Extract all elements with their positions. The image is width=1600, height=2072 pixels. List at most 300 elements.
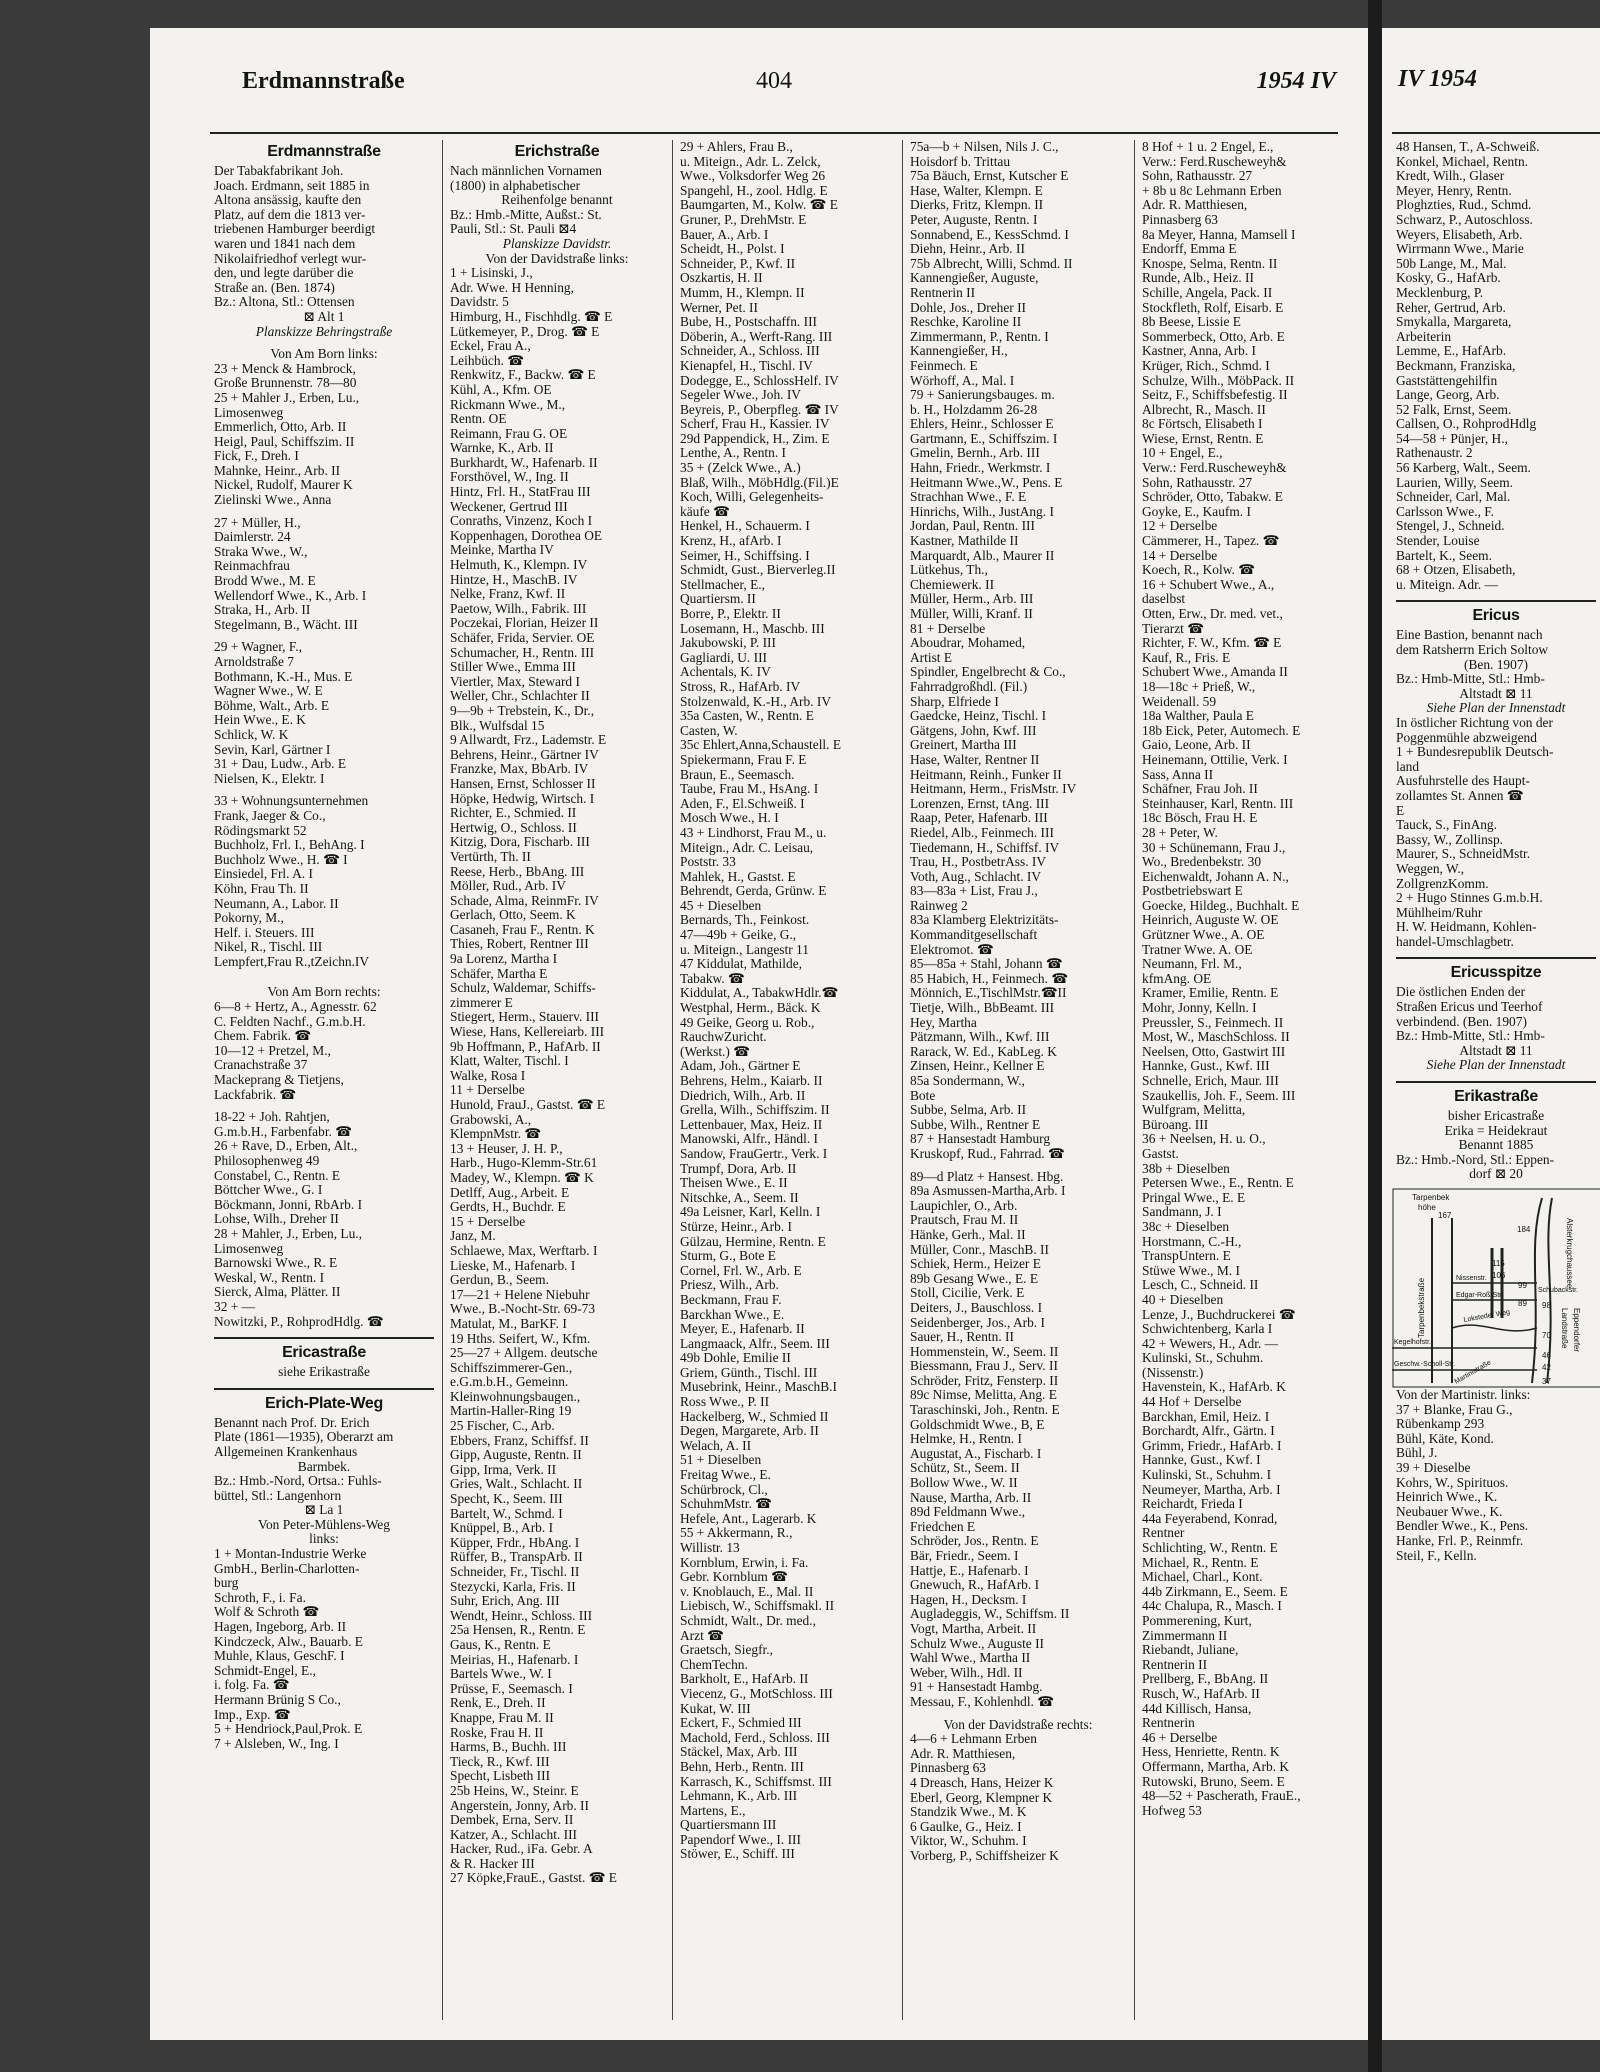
directory-entry: Mühlheim/Ruhr bbox=[1396, 905, 1483, 920]
map-house-number: 98 bbox=[1542, 1301, 1551, 1310]
directory-entry: Barckhan Wwe., E. bbox=[680, 1307, 785, 1322]
directory-entry: Müller, Herm., Arb. III bbox=[910, 592, 1034, 607]
directory-entry: Schneider, Carl, Mal. bbox=[1396, 490, 1511, 505]
directory-entry: Allgemeinen Krankenhaus bbox=[214, 1444, 358, 1459]
directory-entry: Weskal, W., Rentn. I bbox=[214, 1270, 325, 1285]
directory-entry: Limosenweg bbox=[214, 405, 284, 420]
directory-entry: Bühl, J. bbox=[1396, 1446, 1438, 1461]
directory-entry: Lohse, Wilh., Dreher II bbox=[214, 1212, 339, 1227]
directory-entry: Stockfleth, Rolf, Eisarb. E bbox=[1142, 300, 1284, 315]
directory-entry: 8c Förtsch, Elisabeth I bbox=[1142, 417, 1263, 432]
directory-entry: Hertwig, O., Schloss. II bbox=[450, 820, 577, 835]
spacer bbox=[214, 1102, 434, 1110]
directory-entry: Hagen, H., Decksm. I bbox=[910, 1592, 1027, 1607]
directory-entry: Szaukellis, Joh. F., Seem. III bbox=[1142, 1088, 1296, 1103]
directory-entry: Altona ansässig, kaufte den bbox=[214, 193, 362, 208]
directory-entry: Papendorf Wwe., I. III bbox=[680, 1832, 801, 1847]
directory-entry: Weyers, Elisabeth, Arb. bbox=[1396, 227, 1523, 242]
directory-entry: Bz.: Altona, Stl.: Ottensen bbox=[214, 295, 355, 310]
directory-entry: RauchwZuricht. bbox=[680, 1030, 767, 1045]
directory-entry: Kramer, Emilie, Rentn. E bbox=[1142, 986, 1279, 1001]
directory-entry: Eine Bastion, benannt nach bbox=[1396, 628, 1543, 643]
directory-entry: Pauli, Stl.: St. Pauli ⊠4 bbox=[450, 222, 577, 237]
directory-entry: Stiegert, Herm., Stauerv. III bbox=[450, 1010, 599, 1025]
directory-entry: Achentals, K. IV bbox=[680, 665, 771, 680]
directory-entry: Gries, Walt., Schlacht. II bbox=[450, 1477, 583, 1492]
directory-entry: Bendler Wwe., K., Pens. bbox=[1396, 1519, 1529, 1534]
directory-entry: Werner, Pet. II bbox=[680, 300, 758, 315]
directory-entry: Neumann, A., Labor. II bbox=[214, 896, 339, 911]
directory-entry: Reichardt, Frieda I bbox=[1142, 1497, 1243, 1512]
directory-entry: Ehlers, Heinr., Schlosser E bbox=[910, 417, 1054, 432]
column-4 bbox=[904, 140, 1132, 2010]
directory-entry: Heitmann Wwe.,W., Pens. E bbox=[910, 475, 1063, 490]
directory-entry: Gartmann, E., Schiffszim. I bbox=[910, 431, 1058, 446]
directory-entry: Kitzig, Dora, Fischarb. III bbox=[450, 835, 590, 850]
directory-entry: Schumacher, H., Rentn. III bbox=[450, 645, 595, 660]
directory-entry: Lütkemeyer, P., Drog. ☎ E bbox=[450, 324, 600, 339]
directory-entry: Gerdun, B., Seem. bbox=[450, 1273, 549, 1288]
centered-note: links: bbox=[309, 1531, 339, 1547]
directory-entry: Musebrink, Heinr., MaschB.I bbox=[680, 1380, 837, 1395]
directory-entry: Schröder, Fritz, Fensterp. II bbox=[910, 1373, 1059, 1388]
directory-entry: Lempfert,Frau R.,tZeichn.IV bbox=[214, 954, 370, 969]
directory-entry: burg bbox=[214, 1576, 239, 1591]
directory-entry: Subbe, Selma, Arb. II bbox=[910, 1103, 1027, 1118]
directory-entry: Böhme, Walt., Arb. E bbox=[214, 698, 330, 713]
directory-entry: Heinrich, Auguste W. OE bbox=[1142, 913, 1279, 928]
directory-entry: Janz, M. bbox=[450, 1229, 496, 1244]
directory-entry: Reher, Gertrud, Arb. bbox=[1396, 300, 1506, 315]
directory-entry: Casaneh, Frau F., Rentn. K bbox=[450, 922, 595, 937]
directory-entry: 14 + Derselbe bbox=[1142, 548, 1218, 563]
directory-entry: Vorberg, P., Schiffsheizer K bbox=[910, 1848, 1059, 1863]
directory-entry: waren und 1841 nach dem bbox=[214, 236, 356, 251]
directory-entry: Riebandt, Juliane, bbox=[1142, 1643, 1239, 1658]
directory-entry: Wahl Wwe., Martha II bbox=[910, 1651, 1031, 1666]
directory-entry: Spangehl, H., zool. Hdlg. E bbox=[680, 183, 828, 198]
directory-entry: 46 + Derselbe bbox=[1142, 1730, 1218, 1745]
directory-entry: Martens, E., bbox=[680, 1803, 746, 1818]
directory-entry: Davidstr. 5 bbox=[450, 295, 509, 310]
directory-entry: Barkholt, E., HafArb. II bbox=[680, 1672, 809, 1687]
directory-entry: Zielinski Wwe., Anna bbox=[214, 493, 332, 508]
directory-entry: Endorff, Emma E bbox=[1142, 242, 1237, 257]
directory-entry: 54—58 + Pünjer, H., bbox=[1396, 431, 1508, 446]
directory-entry: 81 + Derselbe bbox=[910, 621, 986, 636]
directory-entry: Bühl, Käte, Kond. bbox=[1396, 1431, 1494, 1446]
directory-entry: Stellmacher, E., bbox=[680, 577, 765, 592]
directory-entry: Gerlach, Otto, Seem. K bbox=[450, 908, 576, 923]
directory-entry: Lehmann, K., Arb. III bbox=[680, 1789, 798, 1804]
directory-entry: Kindczeck, Alw., Bauarb. E bbox=[214, 1634, 363, 1649]
centered-note: Von Am Born links: bbox=[270, 346, 378, 362]
running-head-street: Erdmannstraße bbox=[242, 68, 405, 94]
directory-entry: Verw.: Ferd.Ruscheweyh& bbox=[1142, 461, 1287, 476]
directory-entry: Sharp, Elfriede I bbox=[910, 694, 999, 709]
directory-entry: Kühl, A., Kfm. OE bbox=[450, 382, 552, 397]
directory-entry: Krüger, Rich., Schmd. I bbox=[1142, 358, 1270, 373]
centered-note: Altstadt ⊠ 11 bbox=[1459, 1042, 1533, 1058]
directory-entry: Gätgens, John, Kwf. III bbox=[910, 723, 1037, 738]
directory-entry: Meyer, E., Hafenarb. II bbox=[680, 1322, 805, 1337]
directory-entry: v. Knoblauch, E., Mal. II bbox=[680, 1584, 814, 1599]
directory-entry: 43 + Lindhorst, Frau M., u. bbox=[680, 825, 827, 840]
directory-entry: Wagner Wwe., W. E bbox=[214, 684, 323, 699]
directory-entry: 27 + Müller, H., bbox=[214, 515, 301, 530]
directory-entry: Gruner, P., DrehMstr. E bbox=[680, 212, 807, 227]
directory-entry: 1 + Bundesrepublik Deutsch- bbox=[1396, 745, 1554, 760]
directory-entry: Schade, Alma, ReinmFr. IV bbox=[450, 893, 599, 908]
directory-entry: C. Feldten Nachf., G.m.b.H. bbox=[214, 1014, 366, 1029]
directory-entry: Rüffer, B., TranspArb. II bbox=[450, 1550, 583, 1565]
directory-entry: Suhr, Erich, Ang. III bbox=[450, 1594, 560, 1609]
directory-entry: Köhn, Frau Th. II bbox=[214, 881, 309, 896]
directory-entry: 38c + Dieselben bbox=[1142, 1219, 1230, 1234]
directory-entry: Koch, Willi, Gelegenheits- bbox=[680, 490, 824, 505]
directory-entry: Schröder, Otto, Tabakw. E bbox=[1142, 490, 1283, 505]
directory-entry: Schwichtenberg, Karla I bbox=[1142, 1322, 1273, 1337]
directory-entry: e.G.m.b.H., Gemeinn. bbox=[450, 1375, 569, 1390]
column-6 bbox=[1390, 140, 1600, 2010]
centered-note: bisher Ericastraße bbox=[1447, 1108, 1545, 1124]
directory-entry: Cranachstraße 37 bbox=[214, 1058, 308, 1073]
directory-entry: Augustat, A., Fischarb. I bbox=[910, 1446, 1042, 1461]
directory-entry: Spiekermann, Frau F. E bbox=[680, 752, 807, 767]
plan-reference: Siehe Plan der Innenstadt bbox=[1426, 700, 1566, 716]
directory-entry: Neelsen, Otto, Gastwirt III bbox=[1142, 1044, 1286, 1059]
directory-entry: Messau, F., Kohlenhdl. ☎ bbox=[910, 1694, 1054, 1709]
directory-entry: 6—8 + Hertz, A., Agnesstr. 62 bbox=[214, 1000, 377, 1015]
directory-entry: Hagen, Ingeborg, Arb. II bbox=[214, 1620, 347, 1635]
directory-entry: Lenthe, A., Rentn. I bbox=[680, 446, 786, 461]
directory-entry: 35a Casten, W., Rentn. E bbox=[680, 709, 814, 724]
directory-entry: Seidenberger, Jos., Arb. I bbox=[910, 1315, 1045, 1330]
directory-entry: Eberl, Georg, Klempner K bbox=[910, 1790, 1053, 1805]
directory-entry: Sierck, Alma, Plätter. II bbox=[214, 1285, 341, 1300]
directory-entry: 47—49b + Geike, G., bbox=[680, 928, 797, 943]
directory-entry: u. Miteign., Langestr 11 bbox=[680, 942, 809, 957]
directory-entry: Gerdts, H., Buchdr. E bbox=[450, 1200, 566, 1215]
centered-note: Von der Davidstraße links: bbox=[485, 250, 629, 266]
directory-entry: Zimmermann, P., Rentn. I bbox=[910, 329, 1049, 344]
spacer bbox=[214, 508, 434, 516]
directory-entry: ChemTechn. bbox=[680, 1657, 748, 1672]
directory-entry: Grimm, Friedr., HafArb. I bbox=[1142, 1438, 1282, 1453]
directory-entry: Schürbrock, Cl., bbox=[680, 1482, 768, 1497]
directory-entry: Müller, Conr., MaschB. II bbox=[910, 1242, 1049, 1257]
directory-entry: 18c Bösch, Frau H. E bbox=[1142, 811, 1258, 826]
directory-entry: Schlichting, W., Rentn. E bbox=[1142, 1541, 1278, 1555]
directory-entry: Stoll, Cicilie, Verk. E bbox=[910, 1286, 1025, 1301]
directory-entry: Gülzau, Hermine, Rentn. E bbox=[680, 1234, 826, 1249]
directory-entry: Kredt, Wilh., Glaser bbox=[1396, 169, 1505, 184]
directory-entry: Schulze, Wilh., MöbPack. II bbox=[1142, 373, 1295, 388]
directory-entry: Hänke, Gerh., Mal. II bbox=[910, 1227, 1026, 1242]
directory-entry: 44b Zirkmann, E., Seem. E bbox=[1142, 1584, 1288, 1599]
header-rule bbox=[1392, 132, 1600, 134]
directory-entry: Große Brunnenstr. 78—80 bbox=[214, 376, 357, 391]
directory-entry: Nikel, R., Tischl. III bbox=[214, 940, 323, 955]
directory-entry: Borchardt, Alfr., Gärtn. I bbox=[1142, 1424, 1275, 1439]
directory-entry: Schmidt, Gust., Bierverleg.II bbox=[680, 563, 836, 578]
section-separator bbox=[214, 1388, 434, 1390]
directory-entry: Roske, Frau H. II bbox=[450, 1725, 544, 1740]
directory-entry: Otten, Erw., Dr. med. vet., bbox=[1142, 607, 1283, 621]
directory-entry: Schwarz, P., Autoschloss. bbox=[1396, 212, 1533, 227]
directory-entry: kfmAng. OE bbox=[1142, 971, 1212, 986]
directory-entry: Artist E bbox=[910, 650, 953, 665]
street-heading: Ericastraße bbox=[282, 1344, 366, 1362]
directory-entry: Gaio, Leone, Arb. II bbox=[1142, 738, 1251, 753]
directory-entry: Subbe, Wilh., Rentner E bbox=[910, 1117, 1041, 1132]
directory-entry: Stüwe Wwe., M. I bbox=[1142, 1263, 1240, 1278]
plan-reference: Planskizze Davidstr. bbox=[502, 235, 612, 251]
directory-entry: Jakubowski, P. III bbox=[680, 636, 776, 651]
directory-entry: 44 Hof + Derselbe bbox=[1142, 1395, 1242, 1410]
directory-entry: 68 + Otzen, Elisabeth, bbox=[1396, 563, 1516, 578]
directory-entry: Muhle, Klaus, GeschF. I bbox=[214, 1649, 345, 1664]
directory-entry: Gagliardi, U. III bbox=[680, 650, 768, 665]
directory-entry: Beckmann, Frau F. bbox=[680, 1292, 782, 1307]
running-head-year: 1954 IV bbox=[1256, 68, 1336, 94]
directory-entry: Klatt, Walter, Tischl. I bbox=[450, 1054, 569, 1069]
directory-entry: 49a Leisner, Karl, Kelln. I bbox=[680, 1205, 821, 1220]
directory-entry: Hintz, Frl. H., StatFrau III bbox=[450, 485, 591, 500]
map-label: Alsterkrugchaussee bbox=[1565, 1218, 1574, 1289]
directory-entry: (Nissenstr.) bbox=[1142, 1365, 1204, 1380]
directory-entry: Straka Wwe., W., bbox=[214, 544, 308, 559]
directory-entry: Daimlerstr. 24 bbox=[214, 530, 291, 545]
directory-entry: Sauer, H., Rentn. II bbox=[910, 1330, 1014, 1345]
directory-entry: Hannke, Gust., Kwf. III bbox=[1142, 1059, 1270, 1074]
directory-entry: 29 + Wagner, F., bbox=[214, 640, 302, 655]
directory-entry: Adr. R. Matthiesen, bbox=[910, 1746, 1016, 1761]
directory-entry: Hefele, Ant., Lagerarb. K bbox=[680, 1511, 817, 1526]
directory-entry: 87 + Hansestadt Hamburg bbox=[910, 1132, 1051, 1147]
directory-entry: 47 Kiddulat, Mathilde, bbox=[680, 957, 802, 972]
directory-entry: Ploghzties, Rud., Schmd. bbox=[1396, 198, 1532, 213]
directory-entry: Lenze, J., Buchdruckerei ☎ bbox=[1142, 1307, 1296, 1322]
directory-entry: Rickmann Wwe., M., bbox=[450, 397, 566, 412]
directory-entry: Barckhan, Emil, Heiz. I bbox=[1142, 1409, 1270, 1424]
directory-entry: Bz.: Hmb.-Nord, Stl.: Eppen- bbox=[1396, 1152, 1555, 1167]
directory-entry: Heinemann, Ottilie, Verk. I bbox=[1142, 752, 1288, 767]
directory-entry: Arbeiterin bbox=[1396, 329, 1452, 344]
directory-entry: zimmerer E bbox=[450, 995, 513, 1010]
directory-entry: Maurer, S., SchneidMstr. bbox=[1396, 847, 1531, 862]
directory-entry: Helmuth, K., Klempn. IV bbox=[450, 558, 588, 573]
directory-entry: Nikolaifriedhof verlegt wur- bbox=[214, 251, 367, 266]
centered-note: Von Peter-Mühlens-Weg bbox=[258, 1516, 390, 1532]
directory-entry: Schmidt-Engel, E., bbox=[214, 1663, 316, 1678]
map-house-number: 99 bbox=[1518, 1281, 1527, 1290]
directory-entry: 51 + Dieselben bbox=[680, 1453, 762, 1468]
column-1 bbox=[208, 140, 440, 2010]
directory-entry: Rusch, W., HafArb. II bbox=[1142, 1686, 1260, 1701]
directory-entry: Bollow Wwe., W. II bbox=[910, 1476, 1018, 1491]
directory-entry: Bär, Friedr., Seem. I bbox=[910, 1549, 1019, 1563]
spacer bbox=[214, 969, 434, 977]
directory-entry: Döberin, A., Werft-Rang. III bbox=[680, 329, 833, 344]
right-page bbox=[1382, 28, 1600, 2040]
directory-entry: daselbst bbox=[1142, 592, 1186, 607]
directory-entry: handel-Umschlagbetr. bbox=[1396, 934, 1514, 949]
centered-note: Reihenfolge benannt bbox=[501, 192, 613, 208]
street-heading: Erich-Plate-Weg bbox=[265, 1394, 383, 1412]
directory-entry: Schneider, A., Schloss. III bbox=[680, 344, 820, 359]
centered-note: ⊠ Alt 1 bbox=[303, 308, 345, 324]
directory-entry: Rutowski, Bruno, Seem. E bbox=[1142, 1774, 1285, 1789]
directory-entry: Scherf, Frau H., Kassier. IV bbox=[680, 417, 830, 432]
directory-entry: Vogt, Martha, Arbeit. II bbox=[910, 1621, 1037, 1636]
directory-entry: 23 + Menck & Hambrock, bbox=[214, 361, 356, 376]
directory-entry: Bauer, A., Arb. I bbox=[680, 227, 769, 242]
directory-entry: Henkel, H., Schauerm. I bbox=[680, 519, 810, 534]
directory-entry: Stolzenwald, K.-H., Arb. IV bbox=[680, 694, 831, 709]
directory-entry: Arnoldstraße 7 bbox=[214, 655, 294, 669]
directory-entry: Chem. Fabrik. ☎ bbox=[214, 1029, 312, 1044]
directory-entry: Pommerening, Kurt, bbox=[1142, 1613, 1252, 1628]
directory-entry: 8b Beese, Lissie E bbox=[1142, 315, 1241, 330]
directory-entry: Büroang. III bbox=[1142, 1117, 1209, 1132]
directory-entry: Nickel, Rudolf, Maurer K bbox=[214, 478, 353, 493]
directory-entry: Schroth, F., i. Fa. bbox=[214, 1590, 306, 1605]
directory-entry: Behn, Herb., Rentn. III bbox=[680, 1759, 804, 1774]
directory-entry: Schröder, Jos., Rentn. E bbox=[910, 1534, 1039, 1549]
directory-entry: Sandmann, J. I bbox=[1142, 1205, 1222, 1220]
directory-entry: Schnelle, Erich, Maur. III bbox=[1142, 1074, 1279, 1088]
directory-entry: Beyreis, P., Oberpfleg. ☎ IV bbox=[680, 402, 839, 417]
directory-entry: Trau, H., PostbetrAss. IV bbox=[910, 855, 1047, 870]
directory-entry: Kiddulat, A., TabakwHdlr.☎ bbox=[680, 986, 839, 1001]
directory-entry: Kruskopf, Rud., Fahrrad. ☎ bbox=[910, 1146, 1065, 1161]
directory-entry: Quartiersm. II bbox=[680, 592, 756, 607]
directory-entry: Schiffszimmerer-Gen., bbox=[450, 1360, 573, 1375]
directory-entry: 25 Fischer, C., Arb. bbox=[450, 1419, 555, 1434]
directory-entry: 37 + Blanke, Frau G., bbox=[1396, 1402, 1513, 1417]
left-page bbox=[150, 28, 1368, 2040]
page-number: 404 bbox=[756, 68, 792, 94]
directory-entry: Gaststättengehilfin bbox=[1396, 373, 1498, 388]
directory-entry: 89a Asmussen-Martha,Arb. I bbox=[910, 1184, 1066, 1199]
directory-entry: Kannengießer, Auguste, bbox=[910, 271, 1039, 286]
directory-entry: Constabel, C., Rentn. E bbox=[214, 1168, 341, 1183]
directory-entry: 85 Habich, H., Feinmech. ☎ bbox=[910, 971, 1068, 986]
directory-entry: Verw.: Ferd.Ruscheweyh& bbox=[1142, 154, 1287, 169]
directory-entry: Dembek, Erna, Serv. II bbox=[450, 1813, 574, 1828]
directory-entry: Zinsen, Heinr., Kellner E bbox=[910, 1059, 1045, 1074]
directory-entry: Wellendorf Wwe., K., Arb. I bbox=[214, 588, 367, 603]
directory-entry: Marquardt, Alb., Maurer II bbox=[910, 548, 1055, 563]
directory-entry: Grella, Wilh., Schiffszim. II bbox=[680, 1103, 830, 1118]
directory-entry: TranspUntern. E bbox=[1142, 1249, 1231, 1264]
directory-entry: 8a Meyer, Hanna, Mamsell I bbox=[1142, 227, 1296, 242]
directory-entry: 42 + Wewers, H., Adr. — bbox=[1142, 1336, 1279, 1351]
directory-entry: Schiek, Herm., Heizer E bbox=[910, 1257, 1041, 1272]
directory-entry: Stäckel, Max, Arb. III bbox=[680, 1745, 798, 1760]
directory-entry: 10 + Engel, E., bbox=[1142, 446, 1223, 461]
directory-entry: Hacker, Rud., iFa. Gebr. A bbox=[450, 1842, 593, 1857]
directory-entry: 18a Walther, Paula E bbox=[1142, 709, 1254, 724]
directory-entry: Michael, Charl., Kont. bbox=[1142, 1570, 1263, 1585]
directory-entry: Graetsch, Siegfr., bbox=[680, 1643, 773, 1658]
directory-entry: Seitz, F., Schiffsbefestig. II bbox=[1142, 388, 1288, 403]
directory-entry: Prautsch, Frau M. II bbox=[910, 1213, 1019, 1228]
directory-entry: Philosophenweg 49 bbox=[214, 1154, 320, 1168]
directory-entry: 25b Heins, W., Steinr. E bbox=[450, 1783, 579, 1798]
directory-entry: Lemme, E., HafArb. bbox=[1396, 344, 1507, 359]
directory-entry: Riedel, Alb., Feinmech. III bbox=[910, 825, 1054, 840]
directory-entry: Knüppel, B., Arb. I bbox=[450, 1521, 554, 1536]
directory-entry: Voth, Aug., Schlacht. IV bbox=[910, 869, 1042, 884]
directory-entry: Hase, Walter, Rentner II bbox=[910, 752, 1040, 767]
directory-entry: Lesch, C., Schneid. II bbox=[1142, 1278, 1259, 1293]
plan-reference: Planskizze Behringstraße bbox=[255, 323, 393, 339]
directory-entry: Pinnasberg 63 bbox=[910, 1761, 987, 1776]
directory-entry: Wo., Bredenbekstr. 30 bbox=[1142, 855, 1262, 870]
directory-entry: Cornel, Frl. W., Arb. E bbox=[680, 1263, 802, 1278]
directory-entry: Rentn. OE bbox=[450, 412, 507, 427]
directory-entry: i. folg. Fa. ☎ bbox=[214, 1678, 290, 1693]
directory-entry: Reese, Herb., BbAng. III bbox=[450, 864, 585, 879]
directory-entry: 33 + Wohnungsunternehmen bbox=[214, 794, 369, 809]
directory-entry: 17—21 + Helene Niebuhr bbox=[450, 1287, 590, 1302]
directory-entry: 5 + Hendriock,Paul,Prok. E bbox=[214, 1722, 363, 1737]
directory-entry: Aboudrar, Mohamed, bbox=[910, 636, 1026, 651]
directory-entry: 30 + Schünemann, Frau J., bbox=[1142, 840, 1286, 855]
directory-entry: 48—52 + Pascherath, FrauE., bbox=[1142, 1789, 1301, 1804]
directory-entry: Heinrich Wwe., K. bbox=[1396, 1490, 1498, 1505]
directory-entry: Machold, Ferd., Schloss. III bbox=[680, 1730, 830, 1745]
directory-entry: Priesz, Wilh., Arb. bbox=[680, 1278, 779, 1293]
directory-entry: Wulfgram, Melitta, bbox=[1142, 1103, 1246, 1118]
directory-entry: 9a Lorenz, Martha I bbox=[450, 952, 558, 967]
directory-entry: u. Miteign. Adr. — bbox=[1396, 577, 1498, 592]
directory-entry: Poczekai, Florian, Heizer II bbox=[450, 616, 599, 631]
directory-entry: Platz, auf dem die 1813 ver- bbox=[214, 207, 366, 222]
directory-entry: Schubert Wwe., Amanda II bbox=[1142, 665, 1288, 680]
directory-entry: Neumeyer, Martha, Arb. I bbox=[1142, 1482, 1281, 1497]
directory-entry: Meirias, H., Hafenarb. I bbox=[450, 1652, 579, 1667]
directory-entry: Carlsson Wwe., F. bbox=[1396, 504, 1494, 519]
directory-entry: Standzik Wwe., M. K bbox=[910, 1805, 1027, 1820]
directory-entry: Barnowski Wwe., R. E bbox=[214, 1256, 338, 1271]
directory-entry: Postbetriebswart E bbox=[1142, 884, 1243, 899]
directory-entry: 25—27 + Allgem. deutsche bbox=[450, 1346, 598, 1361]
map-label: Nissenstr. bbox=[1456, 1275, 1487, 1282]
directory-entry: Goyke, E., Kaufm. I bbox=[1142, 504, 1251, 519]
directory-entry: Buchholz, Frl. I., BehAng. I bbox=[214, 838, 365, 853]
directory-entry: 25a Hensen, R., Rentn. E bbox=[450, 1623, 586, 1638]
directory-entry: 83—83a + List, Frau J., bbox=[910, 884, 1038, 899]
directory-entry: (1800) in alphabetischer bbox=[450, 178, 581, 193]
directory-entry: Limosenweg bbox=[214, 1241, 284, 1256]
map-label: Kegelhofstr. bbox=[1394, 1339, 1431, 1346]
directory-entry: Theisen Wwe., E. II bbox=[680, 1176, 788, 1191]
directory-entry: & R. Hacker III bbox=[450, 1856, 535, 1871]
directory-entry: 49b Dohle, Emilie II bbox=[680, 1351, 791, 1366]
centered-note: Barmbek. bbox=[297, 1458, 351, 1474]
directory-entry: 10—12 + Pretzel, M., bbox=[214, 1043, 331, 1058]
directory-entry: Kauf, R., Fris. E bbox=[1142, 650, 1231, 665]
directory-entry: Straße an. (Ben. 1874) bbox=[214, 280, 335, 295]
map-label: Tarpenbekstraße bbox=[1417, 1277, 1426, 1338]
directory-entry: Chemiewerk. II bbox=[910, 577, 995, 592]
directory-entry: Gnewuch, R., HafArb. I bbox=[910, 1578, 1040, 1593]
map-house-number: 167 bbox=[1438, 1211, 1452, 1220]
directory-entry: Matulat, M., BarKF. I bbox=[450, 1316, 567, 1331]
